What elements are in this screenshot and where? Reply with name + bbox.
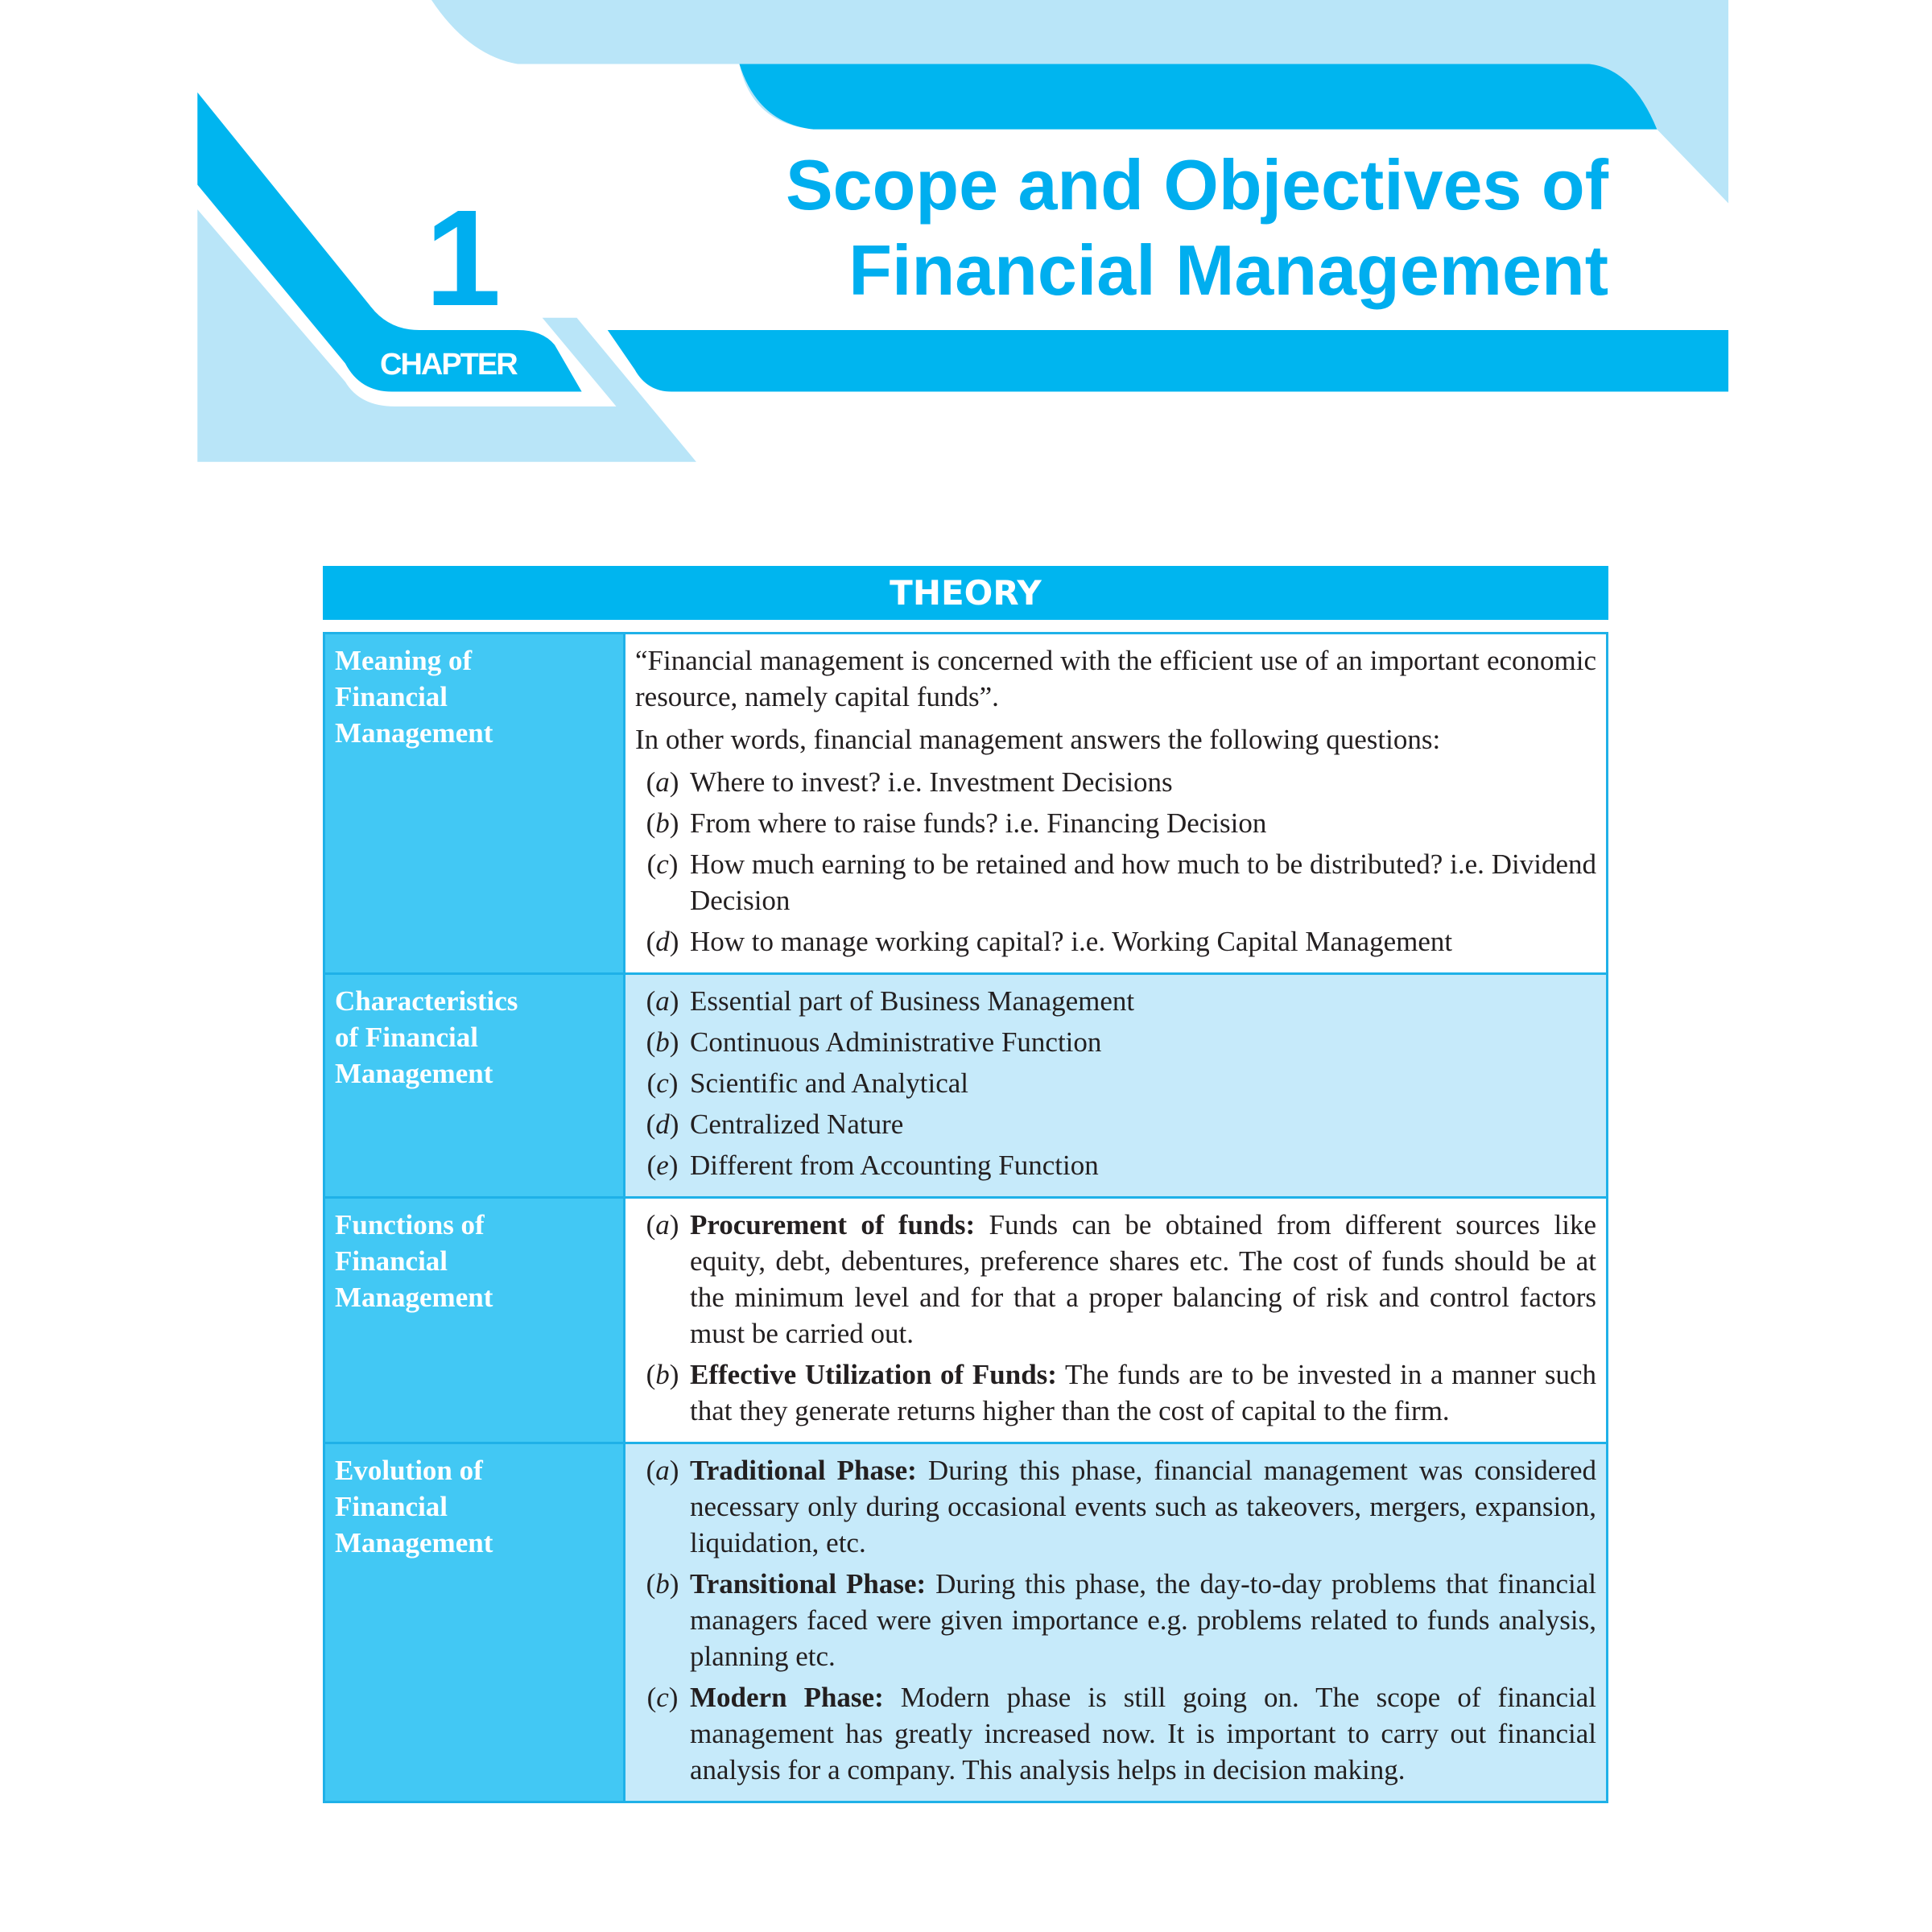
list-item-body: Where to invest? i.e. Investment Decisions [690, 766, 1173, 798]
list-marker-letter: e [656, 1150, 669, 1181]
list-marker-letter: b [655, 1568, 670, 1600]
list-item-text [690, 1106, 1596, 1142]
list-marker: (a) [646, 1209, 679, 1241]
list-marker-letter: d [655, 926, 670, 957]
list-item [635, 923, 1596, 960]
top-dark-band [739, 64, 1657, 130]
list-item-text [690, 1566, 1596, 1674]
list-item-text [690, 1356, 1596, 1429]
list-marker-letter: c [656, 848, 669, 880]
list-item-heading: Transitional Phase: [690, 1568, 927, 1600]
list-item-body: The funds are to be invested in a manner such that they generate returns higher than the cost of capital to the firm. [690, 1359, 1596, 1426]
list-item-text [690, 1147, 1596, 1183]
list-item-body: Continuous Administrative Function [690, 1026, 1102, 1058]
row-content-cell [625, 1198, 1608, 1443]
list-item-text [690, 805, 1596, 841]
chapter-label: CHAPTER [380, 348, 517, 382]
list-item-heading: Effective Utilization of Funds: [690, 1359, 1057, 1390]
list-item [635, 1065, 1596, 1101]
chapter-number: 1 [425, 182, 502, 335]
list-item [635, 764, 1596, 800]
list-item [635, 1356, 1596, 1429]
list-item-text [690, 1452, 1596, 1561]
list-item-text [690, 923, 1596, 960]
list-marker-letter: a [655, 1455, 670, 1486]
row-label: Evolution of Financial Management [335, 1455, 493, 1558]
list-marker-letter: d [655, 1108, 670, 1140]
list-item-text [690, 846, 1596, 919]
list-item-body: How to manage working capital? i.e. Working Capital Management [690, 926, 1453, 957]
list-item-body: How much earning to be retained and how much to be distributed? i.e. Dividend Decision [690, 848, 1596, 916]
list-item [635, 805, 1596, 841]
list-marker-letter: a [655, 766, 670, 798]
list-item [635, 846, 1596, 919]
row-content-cell [625, 634, 1608, 974]
list-marker: (d) [646, 926, 679, 957]
list-item-body: Different from Accounting Function [690, 1150, 1099, 1181]
list-item-body: Funds can be obtained from different sources like equity, debt, debentures, preference shares etc. The cost of funds should be at the minimum level and for that a proper balancing of risk and control factors must be carried out. [690, 1209, 1596, 1349]
list-marker-letter: c [656, 1067, 669, 1099]
list-marker: (a) [646, 985, 679, 1017]
table-row [324, 1443, 1608, 1802]
intro-paragraph: In other words, financial management answers the following questions: [635, 724, 1441, 755]
list-item [635, 1207, 1596, 1352]
list-item [635, 1566, 1596, 1674]
list-marker: (b) [646, 807, 679, 839]
list-item-body: During this phase, the day-to-day problems that financial managers faced were given importance e.g. problems related to funds analysis, planning etc. [690, 1568, 1596, 1672]
table-row [324, 634, 1608, 974]
list-item-text [690, 1207, 1596, 1352]
list-item-text [690, 1679, 1596, 1788]
list-marker-letter: b [655, 1359, 670, 1390]
list-item-body: From where to raise funds? i.e. Financing Decision [690, 807, 1267, 839]
row-label: Functions of Financial Management [335, 1209, 493, 1313]
list-marker: (a) [646, 766, 679, 798]
list-item-body: Essential part of Business Management [690, 985, 1135, 1017]
intro-paragraph: “Financial management is concerned with the efficient use of an important economic resource, namely capital funds”. [635, 645, 1596, 712]
list-item [635, 1452, 1596, 1561]
list-marker-letter: b [655, 1026, 670, 1058]
list-marker: (d) [646, 1108, 679, 1140]
list-marker: (b) [646, 1359, 679, 1390]
row-label: Characteristics of Financial Management [335, 985, 518, 1089]
list-marker: (c) [646, 848, 679, 880]
row-content-cell [625, 1443, 1608, 1802]
list-item-text [690, 1065, 1596, 1101]
list-item-heading: Procurement of funds: [690, 1209, 976, 1241]
row-label-cell [324, 1443, 625, 1802]
list-item-heading: Traditional Phase: [690, 1455, 917, 1486]
right-dark-bar [608, 330, 1728, 392]
section-title: THEORY [323, 566, 1608, 620]
list-item-text [690, 983, 1596, 1019]
list-item-body: Centralized Nature [690, 1108, 904, 1140]
list-marker: (b) [646, 1568, 679, 1600]
list-item [635, 1679, 1596, 1788]
chapter-title-line-1: Scope and Objectives of [785, 145, 1608, 225]
row-label-cell [324, 1198, 625, 1443]
row-content-cell [625, 974, 1608, 1198]
list-item-heading: Modern Phase: [690, 1682, 884, 1713]
chapter-title-line-2: Financial Management [848, 230, 1608, 310]
list-marker-letter: a [655, 1209, 670, 1241]
list-marker-letter: c [656, 1682, 669, 1713]
row-label-cell [324, 634, 625, 974]
list-item-body: During this phase, financial management was considered necessary only during occasional events such as takeovers, mergers, expansion, liquidation, etc. [690, 1455, 1596, 1558]
list-marker: (b) [646, 1026, 679, 1058]
list-item-text [690, 1024, 1596, 1060]
list-marker-letter: b [655, 807, 670, 839]
list-marker: (e) [646, 1150, 679, 1181]
list-item-body: Modern phase is still going on. The scope of financial management has greatly increased now. It is important to carry out financial analysis for a company. This analysis helps in decision making. [690, 1682, 1596, 1785]
list-item [635, 1106, 1596, 1142]
table-row [324, 974, 1608, 1198]
theory-table [323, 632, 1608, 1803]
list-item-body: Scientific and Analytical [690, 1067, 969, 1099]
list-marker: (a) [646, 1455, 679, 1486]
list-item [635, 1147, 1596, 1183]
list-marker-letter: a [655, 985, 670, 1017]
list-item-text [690, 764, 1596, 800]
list-marker: (c) [646, 1682, 679, 1713]
list-marker: (c) [646, 1067, 679, 1099]
list-item [635, 1024, 1596, 1060]
row-label: Meaning of Financial Management [335, 645, 493, 749]
list-item [635, 983, 1596, 1019]
row-label-cell [324, 974, 625, 1198]
table-row [324, 1198, 1608, 1443]
